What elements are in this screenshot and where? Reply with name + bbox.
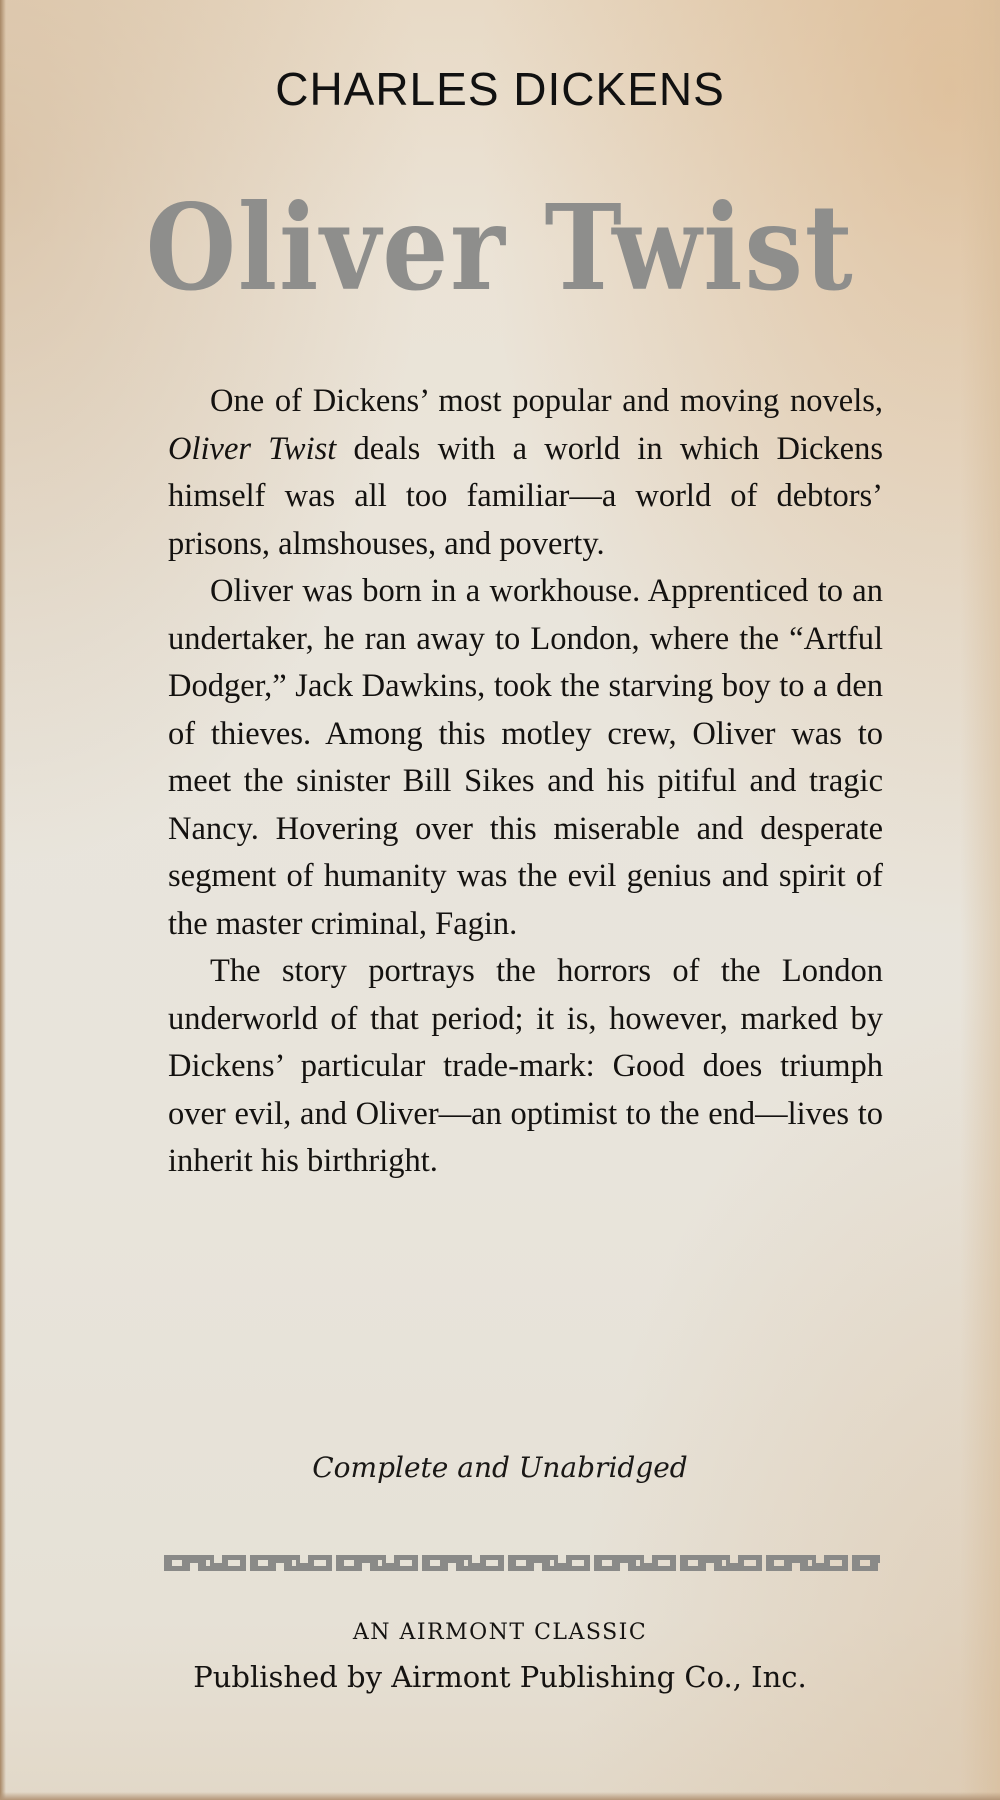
paragraph-text: deals with a world in which Dickens himself was all too familiar—a world of debtors’ prisons, almshouses, and poverty. <box>168 430 883 562</box>
italic-title: Oliver Twist <box>168 430 337 467</box>
description-paragraph: The story portrays the horrors of the London underworld of that period; it is, however, marked by Dickens’ particular trade-mark: Good does triumph over evil, and Oliver—an optimist to the end—lives to inherit his birthright. <box>168 953 883 1179</box>
description-paragraph: Oliver was born in a workhouse. Apprenticed to an undertaker, he ran away to London, where the “Artful Dodger,” Jack Dawkins, took the starving boy to a den of thieves. Among this motley crew, Oliver was to meet the sinister Bill Sikes and his pitiful and tragic Nancy. Hovering over this miserable and desperate segment of humanity was the evil genius and spirit of the master criminal, Fagin. <box>168 573 883 942</box>
cover-edge-right <box>960 0 1000 1800</box>
author-name: CHARLES DICKENS <box>275 63 725 115</box>
imprint-label: AN AIRMONT CLASSIC <box>352 1620 648 1645</box>
edition-tagline: Complete and Unabridged <box>312 1451 688 1484</box>
greek-key-ornament-icon <box>162 1552 880 1574</box>
paragraph-text: One of Dickens’ most popular and moving novels, <box>210 383 883 419</box>
cover-edge-left <box>0 0 6 1800</box>
description-paragraph <box>168 378 883 568</box>
book-title: Oliver Twist <box>145 178 855 317</box>
cover-edge-bottom <box>0 1792 1000 1800</box>
publisher-line: Published by Airmont Publishing Co., Inc. <box>193 1660 807 1694</box>
book-description <box>168 378 883 1186</box>
